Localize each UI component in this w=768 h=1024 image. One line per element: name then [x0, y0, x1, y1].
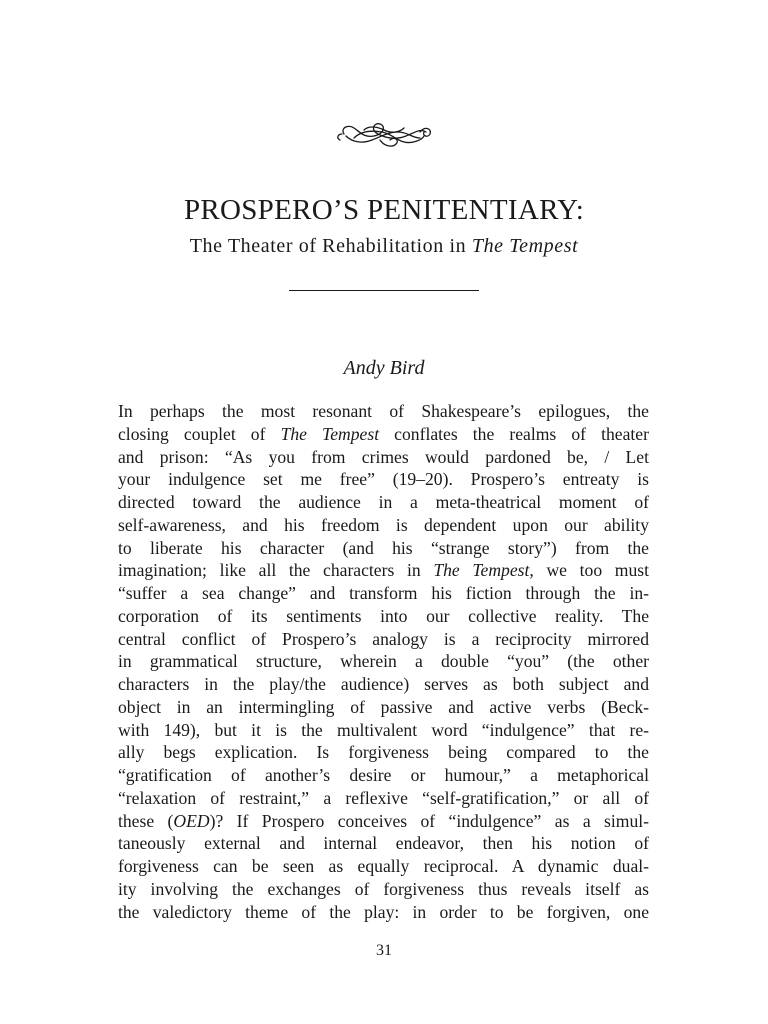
page-number: 31	[376, 942, 392, 959]
body-line: ally begs explication. Is forgiveness being compared to the	[118, 742, 649, 763]
body-line: directed toward the audience in a meta-theatrical moment of	[118, 492, 649, 512]
flourish-icon	[334, 118, 434, 152]
body-line-segment: these (	[118, 810, 174, 831]
body-line-segment: we too must	[533, 560, 649, 581]
author-name: Andy Bird	[343, 357, 425, 379]
article-subtitle	[0, 232, 768, 260]
body-line: forgiveness can be seen as equally reciprocal. A dynamic dual-	[118, 856, 649, 876]
body-line: central conflict of Prospero’s analogy is a reciprocity mirrored	[118, 628, 649, 649]
subtitle-text: The Theater of Rehabilitation in	[189, 235, 472, 257]
article-title: PROSPERO’S PENITENTIARY:	[183, 194, 585, 226]
body-line-segment: conflates the realms of theater	[379, 423, 649, 444]
body-line: with 149), but it is the multivalent word “indulgence” that re-	[118, 719, 649, 740]
body-line: ity involving the exchanges of forgiveness thus reveals itself as	[118, 878, 649, 899]
italic-segment: The Tempest	[280, 423, 380, 444]
body-line: the valedictory theme of the play: in order to be forgiven, one	[118, 901, 649, 922]
body-line: self-awareness, and his freedom is dependent upon our ability	[118, 514, 649, 535]
body-line: characters in the play/the audience) serves as both subject and	[118, 674, 649, 694]
body-line: “gratification of another’s desire or humour,” a metaphorical	[118, 765, 649, 785]
italic-segment: The Tempest,	[433, 560, 534, 581]
body-line: corporation of its sentiments into our collective reality. The	[118, 605, 649, 626]
body-line: “relaxation of restraint,” a reflexive “self-gratification,” or all of	[118, 787, 649, 808]
body-line-segment: imagination; like all the characters in	[118, 560, 434, 581]
body-line: your indulgence set me free” (19–20). Prospero’s entreaty is	[118, 469, 649, 490]
body-line	[118, 810, 649, 833]
italic-segment: OED	[173, 810, 210, 831]
body-line: and prison: “As you from crimes would pardoned be, / Let	[118, 446, 649, 467]
body-text	[118, 400, 649, 923]
body-line: “suffer a sea change” and transform his fiction through the in-	[118, 583, 649, 603]
body-line-segment: closing couplet of	[118, 423, 281, 444]
body-line-segment: )? If Prospero conceives of “indulgence” as a simul-	[209, 810, 649, 831]
body-line: In perhaps the most resonant of Shakespeare’s epilogues, the	[118, 401, 649, 421]
body-line: taneously external and internal endeavor, then his notion of	[118, 833, 649, 854]
body-line	[118, 423, 649, 446]
body-line	[118, 559, 649, 582]
body-line: object in an intermingling of passive and active verbs (Beck-	[118, 696, 649, 717]
body-line: to liberate his character (and his “strange story”) from the	[118, 537, 649, 558]
subtitle-work-title: The Tempest	[471, 235, 579, 257]
title-rule	[289, 290, 479, 291]
body-line: in grammatical structure, wherein a double “you” (the other	[118, 651, 649, 672]
